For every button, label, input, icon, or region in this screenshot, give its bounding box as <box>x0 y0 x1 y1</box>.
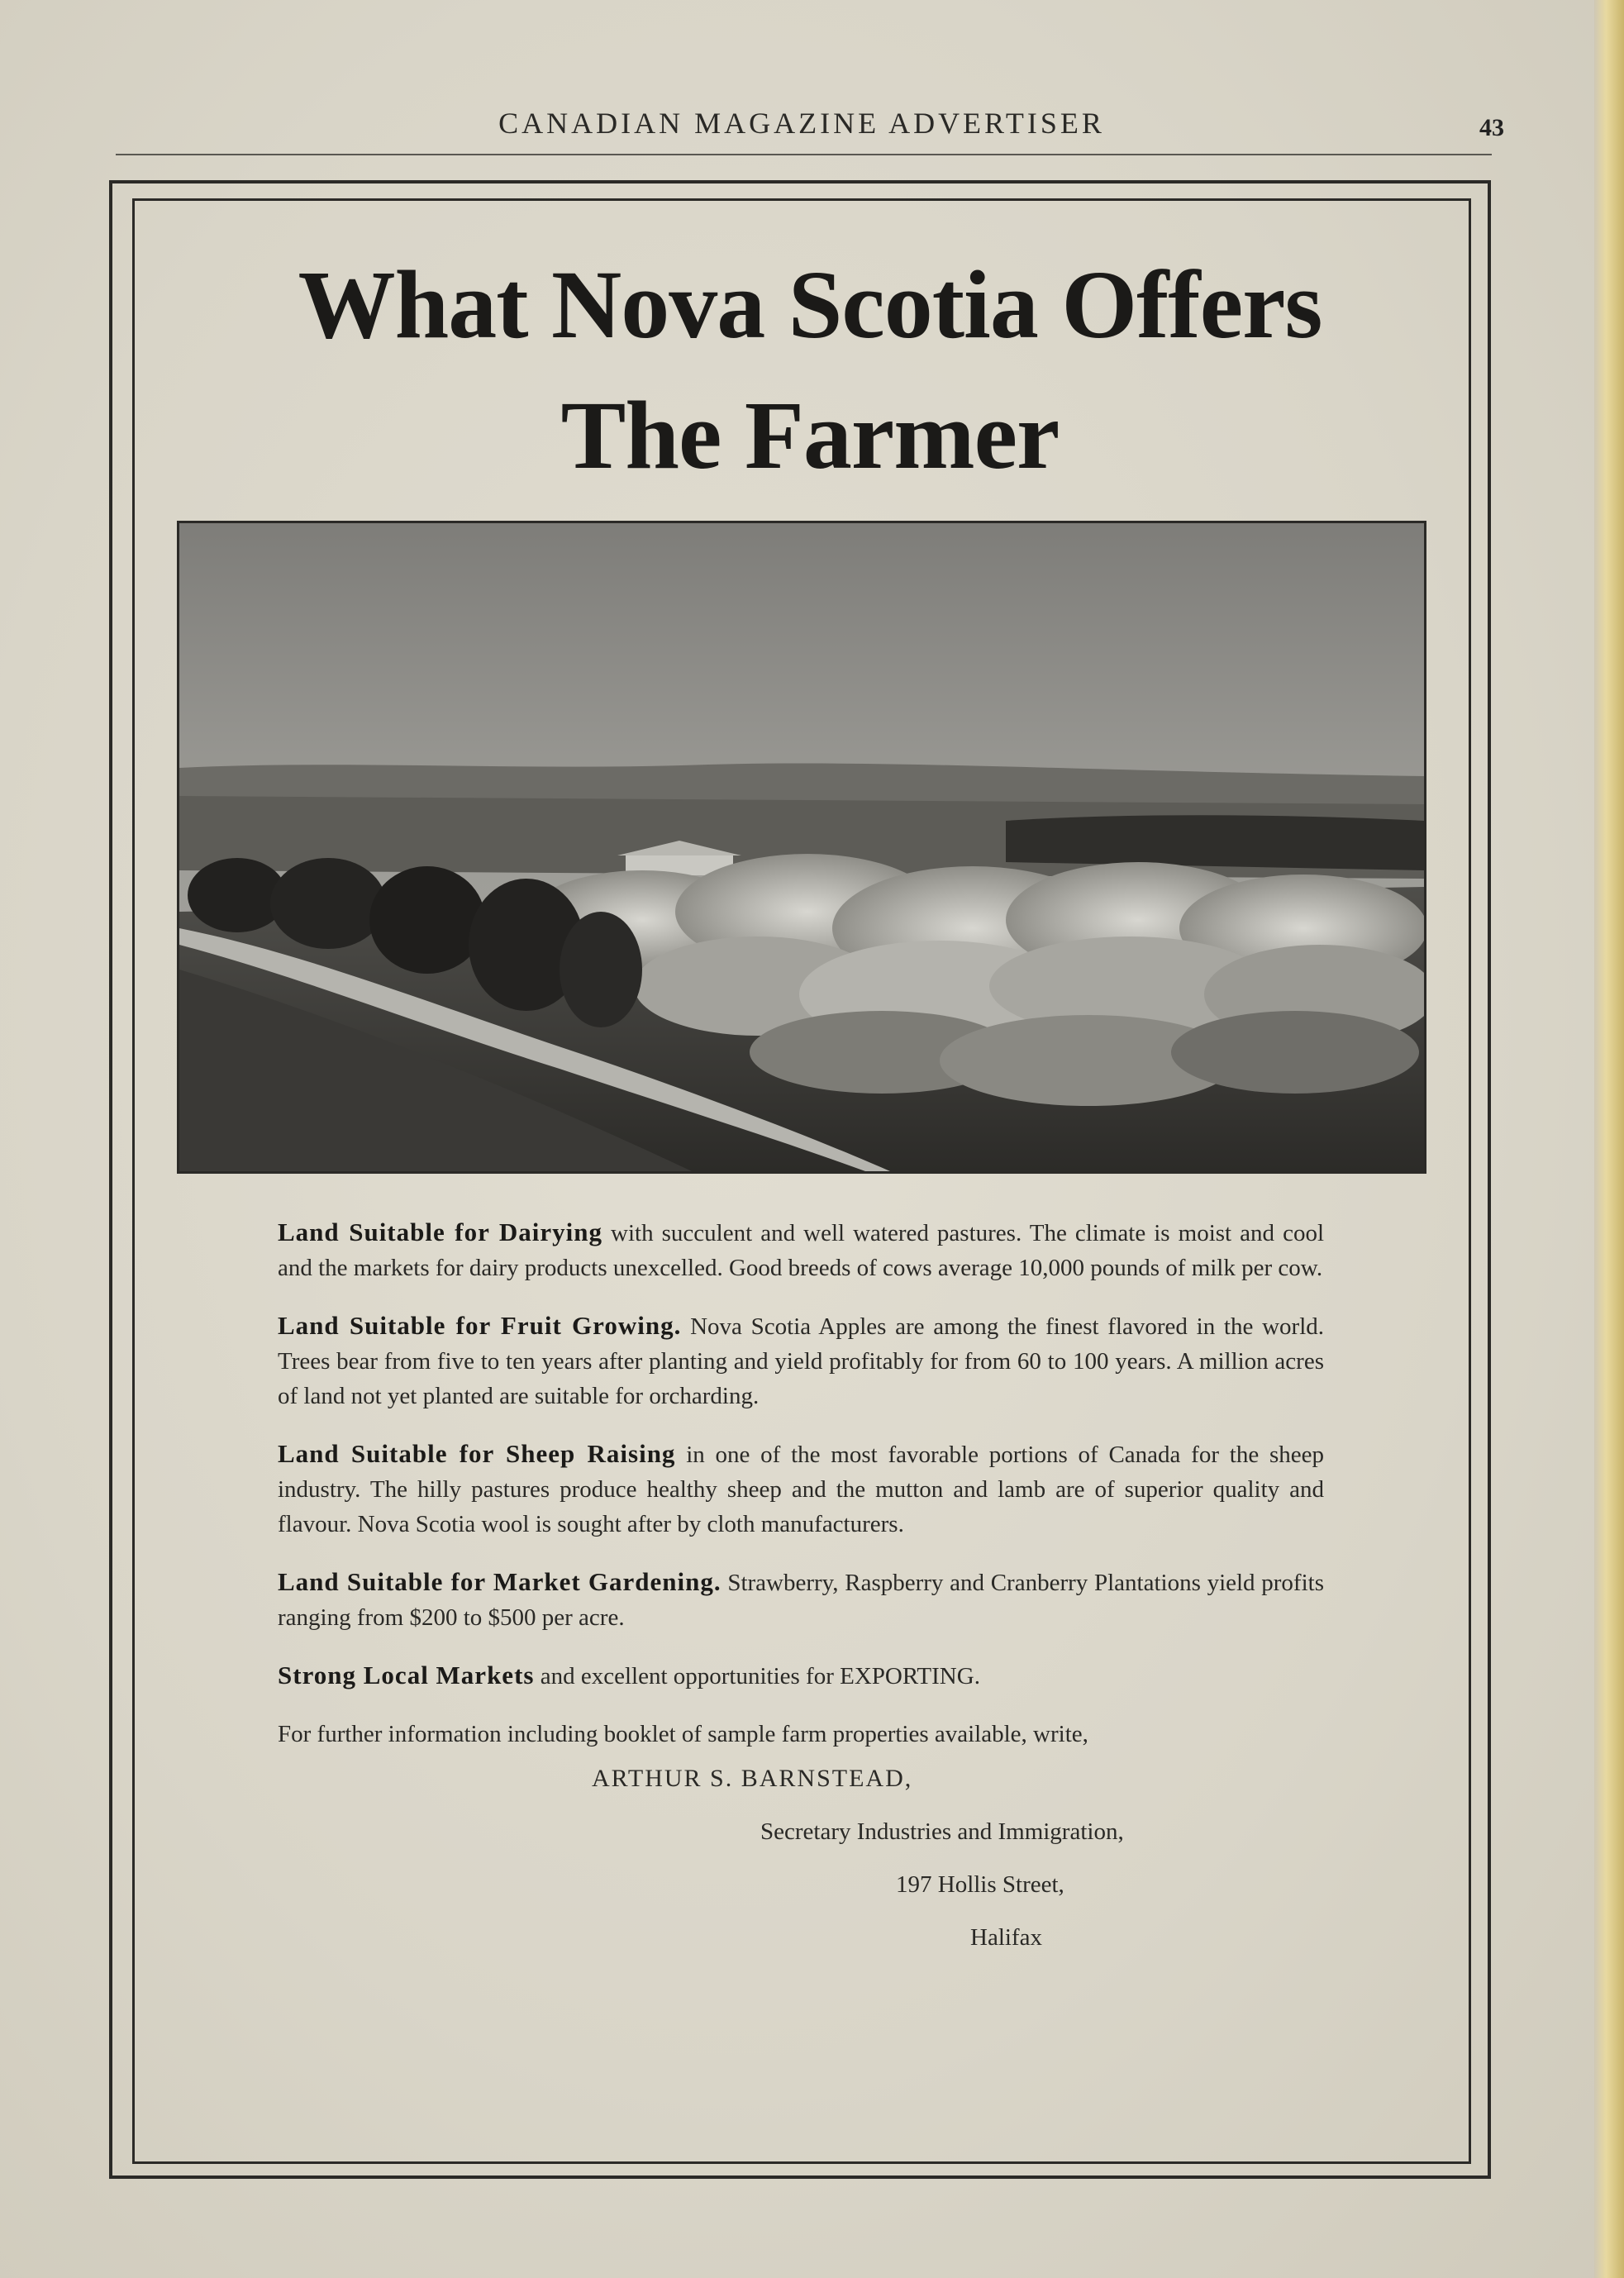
ad-title-line-2: The Farmer <box>560 381 1060 489</box>
paragraph-dairying <box>278 1215 1324 1285</box>
paragraph-lead: Strong Local Markets <box>278 1661 535 1689</box>
paragraph-fruit-growing <box>278 1308 1324 1413</box>
contact-city: Halifax <box>970 1924 1042 1951</box>
paragraph-lead: Land Suitable for Dairying <box>278 1218 602 1246</box>
paragraph-lead: Land Suitable for Fruit Growing. <box>278 1311 682 1340</box>
orchard-photo-svg <box>179 523 1424 1171</box>
paragraph-text: and excellent opportunities for EXPORTING. <box>534 1663 980 1689</box>
running-head: CANADIAN MAGAZINE ADVERTISER <box>498 107 1105 140</box>
header-rule <box>116 154 1492 155</box>
ad-title-line-1: What Nova Scotia Offers <box>298 250 1322 359</box>
contact-title: Secretary Industries and Immigration, <box>760 1818 1124 1845</box>
paragraph-text: in one of the most favorable portions of Canada for the sheep industry. The hilly pastures produce healthy sheep and the mutton and lamb are of superior quality and flavour. Nova Scotia wool is sought after by cloth manufacturers. <box>278 1442 1324 1537</box>
page-edge <box>1594 0 1624 2278</box>
photo-far-woods <box>1006 815 1424 870</box>
paragraph-text: Nova Scotia Apples are among the finest flavored in the world. Trees bear from five to ten years after planting and yield profitably for from 60 to 100 years. A million acres of land not yet planted are suitable for orcharding. <box>278 1313 1324 1409</box>
orchard-landscape-photo <box>177 521 1426 1174</box>
contact-name: ARTHUR S. BARNSTEAD, <box>592 1765 913 1792</box>
paragraph-sheep-raising <box>278 1437 1324 1542</box>
ad-body <box>278 1215 1324 1955</box>
ad-title <box>165 240 1455 501</box>
paragraph-lead: Land Suitable for Market Gardening. <box>278 1567 722 1596</box>
closing-paragraph: For further information including booklet of sample farm properties available, write, <box>278 1721 1088 1747</box>
paragraph-market-gardening <box>278 1565 1324 1635</box>
contact-street: 197 Hollis Street, <box>896 1871 1064 1898</box>
paragraph-local-markets <box>278 1658 1324 1694</box>
page-number: 43 <box>1479 114 1504 141</box>
paragraph-text: with succulent and well watered pastures. The climate is moist and cool and the markets for dairy products unexcelled. Good breeds of cows average 10,000 pounds of milk per cow. <box>278 1220 1325 1281</box>
paragraph-text: Strawberry, Raspberry and Cranberry Plantations yield profits ranging from $200 to $500 per acre. <box>278 1570 1324 1631</box>
paragraph-lead: Land Suitable for Sheep Raising <box>278 1439 676 1468</box>
